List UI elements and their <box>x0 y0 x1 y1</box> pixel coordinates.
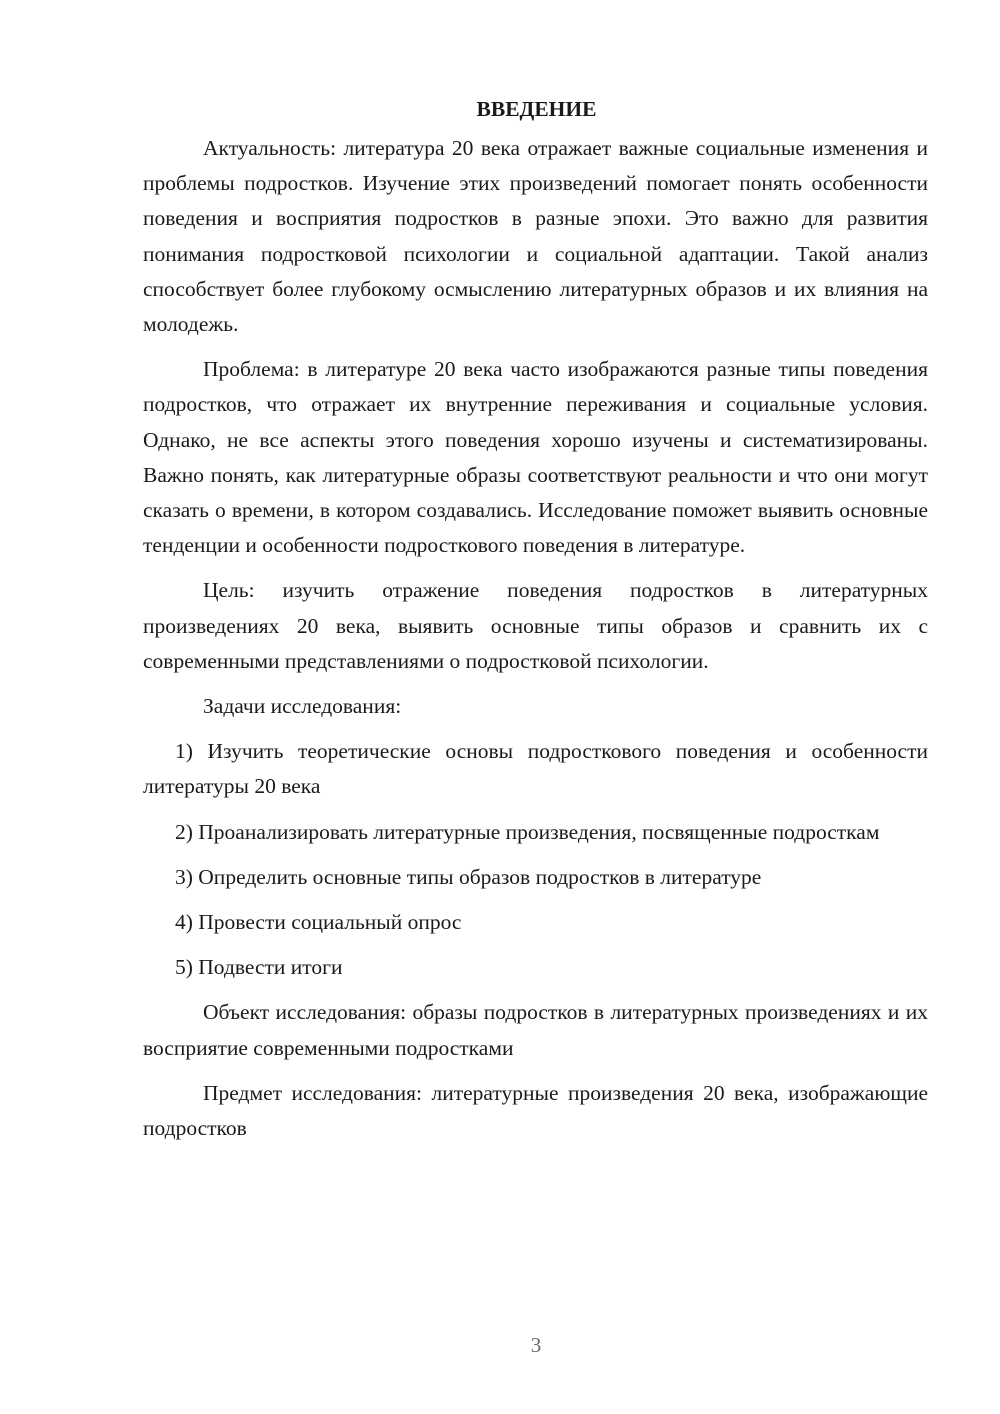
task-item-2: 2) Проанализировать литературные произведения, посвященные подросткам <box>175 819 880 844</box>
document-page <box>143 92 928 1156</box>
page-number: 3 <box>530 1333 542 1357</box>
tasks-header: Задачи исследования: <box>203 694 402 719</box>
task-item-5: 5) Подвести итоги <box>175 955 343 980</box>
task-item-3: 3) Определить основные типы образов подростков в литературе <box>175 864 762 889</box>
object-paragraph: Объект исследования: образы подростков в литературных произведениях и их восприятие современными подростками <box>143 1000 928 1060</box>
problem-paragraph: Проблема: в литературе 20 века часто изображаются разные типы поведения подростков, что отражает их внутренние переживания и социальные условия. Однако, не все аспекты этого поведения хорошо изучены и систематизированы. Важно понять, как литературные образы соответствуют реальности и что они могут сказать о времени, в котором создавались. Исследование поможет выявить основные тенденции и особенности подросткового поведения в литературе. <box>143 357 928 558</box>
subject-paragraph: Предмет исследования: литературные произведения 20 века, изображающие подростков <box>143 1080 928 1141</box>
relevance-paragraph: Актуальность: литература 20 века отражает важные социальные изменения и проблемы подростков. Изучение этих произведений помогает понять особенности поведения и восприятия подростков в разные эпохи. Это важно для развития понимания подростковой психологии и социальной адаптации. Такой анализ способствует более глубокому осмыслению литературных образов и их влияния на молодежь. <box>143 136 928 337</box>
goal-paragraph: Цель: изучить отражение поведения подростков в литературных произведениях 20 века, выявить основные типы образов и сравнить их с современными представлениями о подростковой психологии. <box>143 578 928 673</box>
task-item-4: 4) Провести социальный опрос <box>175 910 462 935</box>
section-title: ВВЕДЕНИЕ <box>476 97 597 121</box>
task-item-1: 1) Изучить теоретические основы подросткового поведения и особенности литературы 20 века <box>143 739 928 799</box>
